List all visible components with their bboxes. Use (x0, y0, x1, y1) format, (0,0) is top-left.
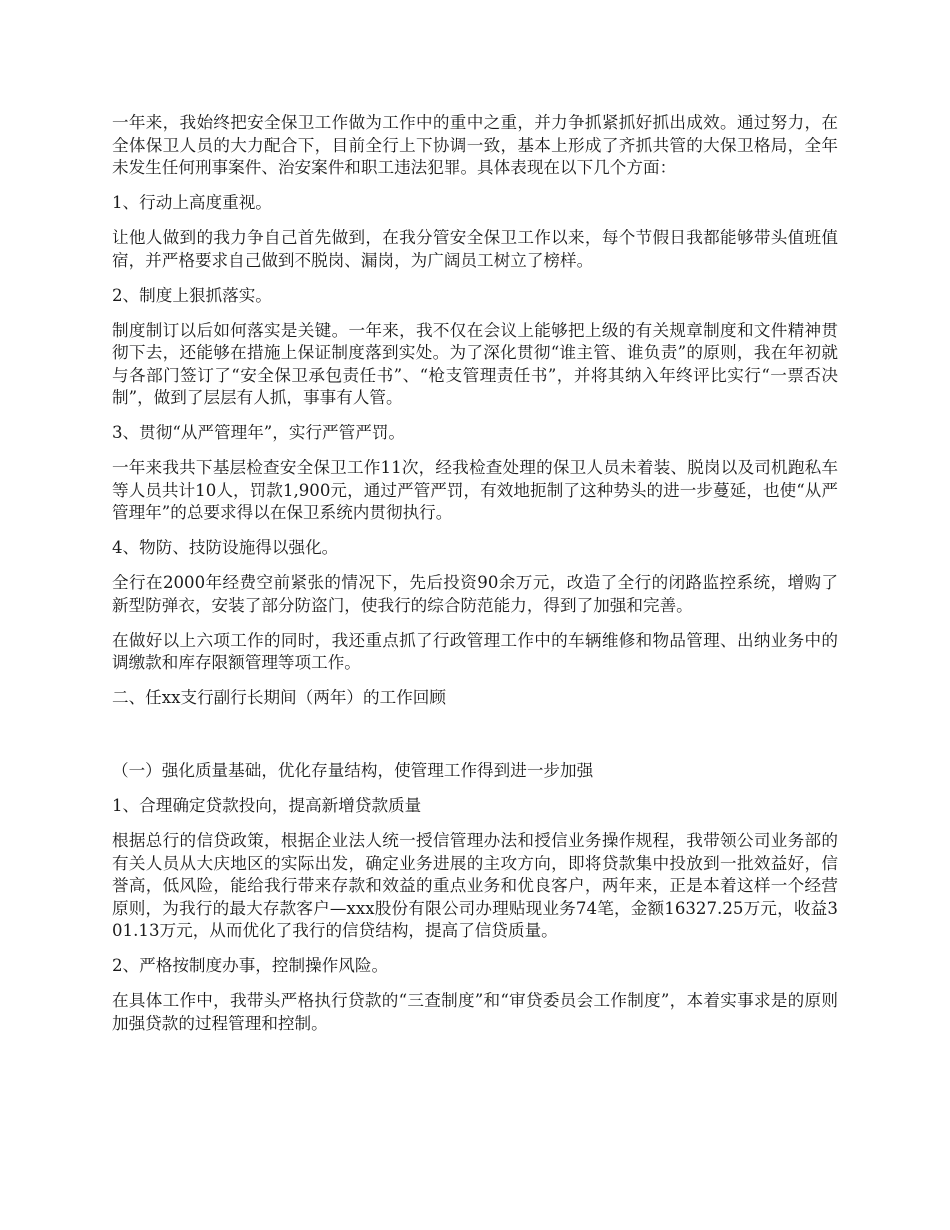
section-heading-5: 1、合理确定贷款投向，提高新增贷款质量 (112, 796, 422, 815)
intro-paragraph: 一年来，我始终把安全保卫工作做为工作中的重中之重，并力争抓紧抓好抓出成效。通过努力，在全体保卫人员的大力配合下，目前全行上下协调一致，基本上形成了齐抓共管的大保卫格局，全年未发生任何刑事案件、治安案件和职工违法犯罪。具体表现在以下几个方面： (112, 113, 838, 177)
section-heading-4: 4、物防、技防设施得以强化。 (112, 538, 339, 557)
body-paragraph: 根据总行的信贷政策，根据企业法人统一授信管理办法和授信业务操作规程，我带领公司业务部的有关人员从大庆地区的实际出发，确定业务进展的主攻方向，即将贷款集中投放到一批效益好，信誉高，低风险，能给我行带来存款和效益的重点业务和优良客户，两年来，正是本着这样一个经营原则，为我行的最大存款客户—xxx股份有限公司办理贴现业务74笔，金额16327.25万元，收益301.13万元，从而优化了我行的信贷结构，提高了信贷质量。 (112, 831, 838, 940)
chapter-heading: 二、任xx支行副行长期间（两年）的工作回顾 (112, 688, 446, 707)
section-heading-6: 2、严格按制度办事，控制操作风险。 (112, 956, 389, 975)
section-heading-3: 3、贯彻“从严管理年”，实行严管严罚。 (112, 423, 406, 442)
body-paragraph: 在做好以上六项工作的同时，我还重点抓了行政管理工作中的车辆维修和物品管理、出纳业务中的调缴款和库存限额管理等项工作。 (112, 630, 838, 672)
body-paragraph: 在具体工作中，我带头严格执行贷款的“三查制度”和“审贷委员会工作制度”，本着实事求是的原则加强贷款的过程管理和控制。 (112, 991, 838, 1033)
body-paragraph: 一年来我共下基层检查安全保卫工作11次，经我检查处理的保卫人员未着装、脱岗以及司机跑私车等人员共计10人，罚款1,900元，通过严管严罚，有效地扼制了这种势头的进一步蔓延，也使“从严管理年”的总要求得以在保卫系统内贯彻执行。 (112, 458, 838, 522)
section-heading-1: 1、行动上高度重视。 (112, 193, 272, 212)
subsection-heading: （一）强化质量基础，优化存量结构，使管理工作得到进一步加强 (112, 761, 594, 780)
blank-spacer (112, 722, 838, 760)
body-paragraph: 制度制订以后如何落实是关键。一年来，我不仅在会议上能够把上级的有关规章制度和文件精神贯彻下去，还能够在措施上保证制度落到实处。为了深化贯彻“谁主管、谁负责”的原则，我在年初就与各部门签订了“安全保卫承包责任书”、“枪支管理责任书”，并将其纳入年终评比实行“一票否决制”，做到了层层有人抓，事事有人管。 (112, 320, 838, 407)
body-paragraph: 让他人做到的我力争自己首先做到，在我分管安全保卫工作以来，每个节假日我都能够带头值班值宿，并严格要求自己做到不脱岗、漏岗，为广阔员工树立了榜样。 (112, 228, 838, 270)
body-paragraph: 全行在2000年经费空前紧张的情况下，先后投资90余万元，改造了全行的闭路监控系统，增购了新型防弹衣，安装了部分防盗门，使我行的综合防范能力，得到了加强和完善。 (112, 573, 838, 615)
section-heading-2: 2、制度上狠抓落实。 (112, 285, 272, 305)
